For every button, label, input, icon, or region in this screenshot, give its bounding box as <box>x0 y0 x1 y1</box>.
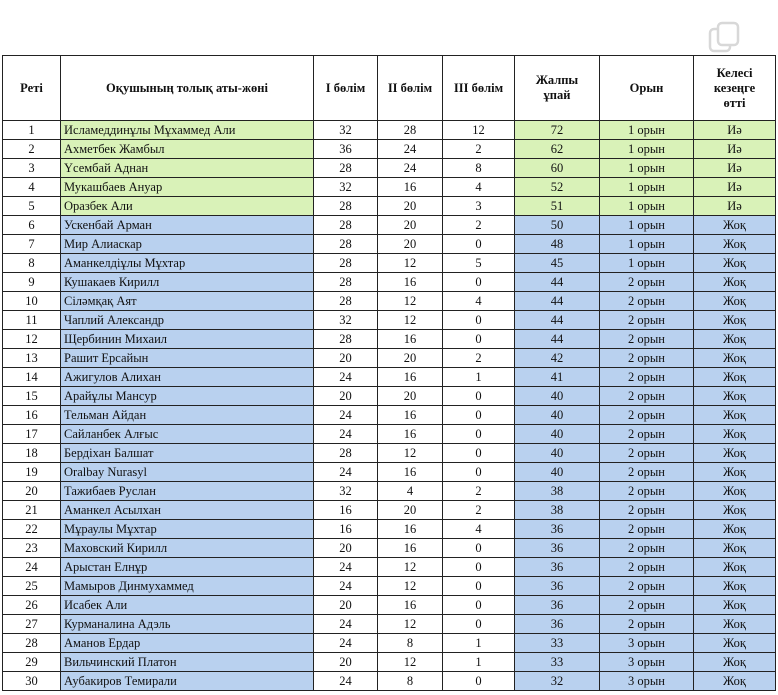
part1-score-cell: 32 <box>314 482 378 501</box>
table-row <box>3 501 776 520</box>
part1-score-cell: 28 <box>314 444 378 463</box>
part1-score-cell: 32 <box>314 121 378 140</box>
table-row <box>3 444 776 463</box>
place-cell: 3 орын <box>600 634 694 653</box>
part2-score-cell: 12 <box>378 444 443 463</box>
part3-score-cell: 1 <box>443 653 515 672</box>
place-cell: 3 орын <box>600 672 694 691</box>
part3-score-cell: 3 <box>443 197 515 216</box>
total-score-cell: 36 <box>515 596 600 615</box>
part1-score-cell: 20 <box>314 387 378 406</box>
col-name-header: Оқушының толық аты-жөні <box>61 56 314 121</box>
part1-score-cell: 20 <box>314 539 378 558</box>
part2-score-cell: 12 <box>378 653 443 672</box>
rank-cell: 27 <box>3 615 61 634</box>
advanced-cell: Жоқ <box>694 539 776 558</box>
rank-cell: 19 <box>3 463 61 482</box>
total-score-cell: 44 <box>515 273 600 292</box>
part3-score-cell: 0 <box>443 463 515 482</box>
rank-cell: 13 <box>3 349 61 368</box>
total-score-cell: 33 <box>515 653 600 672</box>
part1-score-cell: 24 <box>314 425 378 444</box>
rank-cell: 6 <box>3 216 61 235</box>
part3-score-cell: 0 <box>443 672 515 691</box>
total-score-cell: 36 <box>515 577 600 596</box>
part1-score-cell: 28 <box>314 235 378 254</box>
col-part1-header: І бөлім <box>314 56 378 121</box>
part1-score-cell: 24 <box>314 368 378 387</box>
advanced-cell: Жоқ <box>694 368 776 387</box>
part2-score-cell: 12 <box>378 292 443 311</box>
part1-score-cell: 20 <box>314 596 378 615</box>
total-score-cell: 50 <box>515 216 600 235</box>
total-score-cell: 40 <box>515 444 600 463</box>
part1-score-cell: 28 <box>314 292 378 311</box>
header-row <box>3 56 776 121</box>
total-score-cell: 32 <box>515 672 600 691</box>
part3-score-cell: 0 <box>443 577 515 596</box>
advanced-cell: Жоқ <box>694 501 776 520</box>
col-total-header-line1: Жалпы <box>535 73 579 87</box>
part2-score-cell: 20 <box>378 387 443 406</box>
part1-score-cell: 32 <box>314 178 378 197</box>
part3-score-cell: 2 <box>443 349 515 368</box>
place-cell: 1 орын <box>600 140 694 159</box>
advanced-cell: Жоқ <box>694 672 776 691</box>
student-name-cell: Сайланбек Алғыс <box>61 425 314 444</box>
student-name-cell: Исабек Али <box>61 596 314 615</box>
student-name-cell: Мұраулы Мұхтар <box>61 520 314 539</box>
col-next-header-line1: Келесі <box>716 65 753 80</box>
part1-score-cell: 28 <box>314 273 378 292</box>
rank-cell: 26 <box>3 596 61 615</box>
place-cell: 1 орын <box>600 197 694 216</box>
place-cell: 2 орын <box>600 520 694 539</box>
part1-score-cell: 28 <box>314 254 378 273</box>
student-name-cell: Ускенбай Арман <box>61 216 314 235</box>
total-score-cell: 45 <box>515 254 600 273</box>
rank-cell: 16 <box>3 406 61 425</box>
col-part3-header: ІІІ бөлім <box>443 56 515 121</box>
rank-cell: 15 <box>3 387 61 406</box>
place-cell: 2 орын <box>600 539 694 558</box>
table-row <box>3 672 776 691</box>
rank-cell: 4 <box>3 178 61 197</box>
advanced-cell: Жоқ <box>694 463 776 482</box>
part2-score-cell: 8 <box>378 672 443 691</box>
total-score-cell: 36 <box>515 520 600 539</box>
part2-score-cell: 12 <box>378 577 443 596</box>
student-name-cell: Аманкел Асылхан <box>61 501 314 520</box>
advanced-cell: Жоқ <box>694 216 776 235</box>
part2-score-cell: 12 <box>378 615 443 634</box>
part2-score-cell: 16 <box>378 178 443 197</box>
part3-score-cell: 2 <box>443 216 515 235</box>
total-score-cell: 41 <box>515 368 600 387</box>
table-row <box>3 482 776 501</box>
student-name-cell: Рашит Ерсайын <box>61 349 314 368</box>
advanced-cell: Жоқ <box>694 292 776 311</box>
col-place-header: Орын <box>600 56 694 121</box>
part2-score-cell: 16 <box>378 596 443 615</box>
part3-score-cell: 0 <box>443 330 515 349</box>
part3-score-cell: 1 <box>443 368 515 387</box>
part1-score-cell: 32 <box>314 311 378 330</box>
rank-cell: 25 <box>3 577 61 596</box>
advanced-cell: Жоқ <box>694 273 776 292</box>
part2-score-cell: 20 <box>378 216 443 235</box>
part2-score-cell: 20 <box>378 235 443 254</box>
table-row <box>3 520 776 539</box>
place-cell: 1 орын <box>600 159 694 178</box>
place-cell: 3 орын <box>600 653 694 672</box>
col-part2-header: ІІ бөлім <box>378 56 443 121</box>
advanced-cell: Жоқ <box>694 444 776 463</box>
part1-score-cell: 24 <box>314 558 378 577</box>
student-name-cell: Чаплий Александр <box>61 311 314 330</box>
col-total-header-line2: ұпай <box>543 88 571 102</box>
part1-score-cell: 16 <box>314 520 378 539</box>
student-name-cell: Мир Алиаскар <box>61 235 314 254</box>
total-score-cell: 48 <box>515 235 600 254</box>
student-name-cell: Арайұлы Мансур <box>61 387 314 406</box>
advanced-cell: Иә <box>694 140 776 159</box>
part2-score-cell: 20 <box>378 349 443 368</box>
place-cell: 2 орын <box>600 406 694 425</box>
place-cell: 2 орын <box>600 596 694 615</box>
part3-score-cell: 5 <box>443 254 515 273</box>
table-row <box>3 197 776 216</box>
part1-score-cell: 16 <box>314 501 378 520</box>
part1-score-cell: 36 <box>314 140 378 159</box>
student-name-cell: Тажибаев Руслан <box>61 482 314 501</box>
part2-score-cell: 12 <box>378 558 443 577</box>
rank-cell: 5 <box>3 197 61 216</box>
part2-score-cell: 24 <box>378 140 443 159</box>
advanced-cell: Жоқ <box>694 311 776 330</box>
table-row <box>3 653 776 672</box>
total-score-cell: 33 <box>515 634 600 653</box>
total-score-cell: 38 <box>515 501 600 520</box>
advanced-cell: Иә <box>694 178 776 197</box>
table-row <box>3 368 776 387</box>
part3-score-cell: 2 <box>443 482 515 501</box>
rank-cell: 12 <box>3 330 61 349</box>
rank-cell: 10 <box>3 292 61 311</box>
table-row <box>3 539 776 558</box>
total-score-cell: 60 <box>515 159 600 178</box>
part1-score-cell: 24 <box>314 577 378 596</box>
place-cell: 2 орын <box>600 615 694 634</box>
rank-cell: 20 <box>3 482 61 501</box>
part1-score-cell: 28 <box>314 216 378 235</box>
part1-score-cell: 24 <box>314 463 378 482</box>
advanced-cell: Иә <box>694 121 776 140</box>
rank-cell: 23 <box>3 539 61 558</box>
advanced-cell: Жоқ <box>694 406 776 425</box>
part2-score-cell: 4 <box>378 482 443 501</box>
place-cell: 2 орын <box>600 501 694 520</box>
part3-score-cell: 0 <box>443 406 515 425</box>
student-name-cell: Аманов Ердар <box>61 634 314 653</box>
total-score-cell: 36 <box>515 539 600 558</box>
table-row <box>3 235 776 254</box>
table-row <box>3 292 776 311</box>
rank-cell: 14 <box>3 368 61 387</box>
advanced-cell: Жоқ <box>694 482 776 501</box>
advanced-cell: Жоқ <box>694 387 776 406</box>
student-name-cell: Oralbay Nurasyl <box>61 463 314 482</box>
total-score-cell: 38 <box>515 482 600 501</box>
part2-score-cell: 12 <box>378 311 443 330</box>
part3-score-cell: 12 <box>443 121 515 140</box>
rank-cell: 2 <box>3 140 61 159</box>
col-rank-header: Реті <box>3 56 61 121</box>
place-cell: 1 орын <box>600 235 694 254</box>
place-cell: 2 орын <box>600 273 694 292</box>
advanced-cell: Иә <box>694 159 776 178</box>
col-total-header <box>515 56 600 121</box>
part2-score-cell: 16 <box>378 520 443 539</box>
part1-score-cell: 24 <box>314 406 378 425</box>
part2-score-cell: 16 <box>378 330 443 349</box>
total-score-cell: 44 <box>515 311 600 330</box>
table-row <box>3 121 776 140</box>
table-row <box>3 577 776 596</box>
rank-cell: 18 <box>3 444 61 463</box>
student-name-cell: Мамыров Динмухаммед <box>61 577 314 596</box>
table-row <box>3 178 776 197</box>
student-name-cell: Оразбек Али <box>61 197 314 216</box>
part1-score-cell: 28 <box>314 197 378 216</box>
part3-score-cell: 0 <box>443 444 515 463</box>
student-name-cell: Щербинин Михаил <box>61 330 314 349</box>
part2-score-cell: 24 <box>378 159 443 178</box>
copy-icon[interactable] <box>706 20 742 56</box>
total-score-cell: 40 <box>515 406 600 425</box>
total-score-cell: 42 <box>515 349 600 368</box>
rank-cell: 7 <box>3 235 61 254</box>
total-score-cell: 36 <box>515 615 600 634</box>
place-cell: 2 орын <box>600 387 694 406</box>
part2-score-cell: 16 <box>378 425 443 444</box>
total-score-cell: 51 <box>515 197 600 216</box>
place-cell: 1 орын <box>600 121 694 140</box>
student-name-cell: Ахметбек Жамбыл <box>61 140 314 159</box>
part1-score-cell: 28 <box>314 330 378 349</box>
student-name-cell: Аманкелдіұлы Мұхтар <box>61 254 314 273</box>
total-score-cell: 44 <box>515 292 600 311</box>
place-cell: 2 орын <box>600 577 694 596</box>
total-score-cell: 44 <box>515 330 600 349</box>
part2-score-cell: 16 <box>378 463 443 482</box>
part2-score-cell: 16 <box>378 273 443 292</box>
rank-cell: 22 <box>3 520 61 539</box>
part2-score-cell: 28 <box>378 121 443 140</box>
place-cell: 2 орын <box>600 292 694 311</box>
student-name-cell: Исламеддинұлы Мұхаммед Али <box>61 121 314 140</box>
student-name-cell: Бердіхан Балшат <box>61 444 314 463</box>
table-row <box>3 463 776 482</box>
table-row <box>3 406 776 425</box>
total-score-cell: 40 <box>515 425 600 444</box>
advanced-cell: Жоқ <box>694 596 776 615</box>
part2-score-cell: 20 <box>378 501 443 520</box>
col-next-header <box>694 56 776 121</box>
place-cell: 2 орын <box>600 425 694 444</box>
place-cell: 2 орын <box>600 463 694 482</box>
table-row <box>3 558 776 577</box>
student-name-cell: Арыстан Елнұр <box>61 558 314 577</box>
part1-score-cell: 20 <box>314 349 378 368</box>
part3-score-cell: 2 <box>443 140 515 159</box>
table-row <box>3 273 776 292</box>
rank-cell: 21 <box>3 501 61 520</box>
rank-cell: 9 <box>3 273 61 292</box>
table-row <box>3 159 776 178</box>
total-score-cell: 40 <box>515 387 600 406</box>
total-score-cell: 72 <box>515 121 600 140</box>
col-next-header-line2: кезеңге <box>713 80 756 95</box>
part3-score-cell: 0 <box>443 387 515 406</box>
part3-score-cell: 0 <box>443 235 515 254</box>
place-cell: 2 орын <box>600 444 694 463</box>
part1-score-cell: 28 <box>314 159 378 178</box>
part1-score-cell: 24 <box>314 615 378 634</box>
place-cell: 2 орын <box>600 330 694 349</box>
total-score-cell: 40 <box>515 463 600 482</box>
rank-cell: 3 <box>3 159 61 178</box>
advanced-cell: Жоқ <box>694 254 776 273</box>
part3-score-cell: 4 <box>443 178 515 197</box>
advanced-cell: Жоқ <box>694 425 776 444</box>
place-cell: 2 орын <box>600 349 694 368</box>
place-cell: 2 орын <box>600 368 694 387</box>
place-cell: 1 орын <box>600 216 694 235</box>
part3-score-cell: 8 <box>443 159 515 178</box>
total-score-cell: 36 <box>515 558 600 577</box>
rank-cell: 28 <box>3 634 61 653</box>
part2-score-cell: 8 <box>378 634 443 653</box>
part1-score-cell: 20 <box>314 653 378 672</box>
rank-cell: 1 <box>3 121 61 140</box>
rank-cell: 17 <box>3 425 61 444</box>
rank-cell: 24 <box>3 558 61 577</box>
student-name-cell: Кушакаев Кирилл <box>61 273 314 292</box>
part3-score-cell: 4 <box>443 292 515 311</box>
place-cell: 1 орын <box>600 254 694 273</box>
table-row <box>3 216 776 235</box>
part3-score-cell: 0 <box>443 558 515 577</box>
part3-score-cell: 4 <box>443 520 515 539</box>
place-cell: 1 орын <box>600 178 694 197</box>
table-row <box>3 311 776 330</box>
part3-score-cell: 0 <box>443 311 515 330</box>
table-row <box>3 330 776 349</box>
table-row <box>3 254 776 273</box>
part3-score-cell: 0 <box>443 425 515 444</box>
part1-score-cell: 24 <box>314 634 378 653</box>
student-name-cell: Мукашбаев Ануар <box>61 178 314 197</box>
advanced-cell: Жоқ <box>694 615 776 634</box>
student-name-cell: Тельман Айдан <box>61 406 314 425</box>
part3-score-cell: 0 <box>443 596 515 615</box>
place-cell: 2 орын <box>600 482 694 501</box>
table-row <box>3 634 776 653</box>
part2-score-cell: 16 <box>378 539 443 558</box>
student-name-cell: Маховский Кирилл <box>61 539 314 558</box>
advanced-cell: Жоқ <box>694 653 776 672</box>
part2-score-cell: 20 <box>378 197 443 216</box>
part2-score-cell: 16 <box>378 406 443 425</box>
table-body <box>3 121 776 691</box>
student-name-cell: Үсембай Аднан <box>61 159 314 178</box>
part3-score-cell: 0 <box>443 539 515 558</box>
part3-score-cell: 0 <box>443 615 515 634</box>
student-name-cell: Сіләмқақ Аят <box>61 292 314 311</box>
rank-cell: 11 <box>3 311 61 330</box>
table-row <box>3 140 776 159</box>
part1-score-cell: 24 <box>314 672 378 691</box>
table-row <box>3 425 776 444</box>
col-next-header-line3: өтті <box>723 95 746 110</box>
advanced-cell: Жоқ <box>694 330 776 349</box>
student-name-cell: Вильчинский Платон <box>61 653 314 672</box>
table-row <box>3 387 776 406</box>
advanced-cell: Жоқ <box>694 577 776 596</box>
rank-cell: 30 <box>3 672 61 691</box>
student-name-cell: Ажигулов Алихан <box>61 368 314 387</box>
rank-cell: 8 <box>3 254 61 273</box>
table-row <box>3 349 776 368</box>
place-cell: 2 орын <box>600 311 694 330</box>
student-name-cell: Аубакиров Темирали <box>61 672 314 691</box>
table-row <box>3 615 776 634</box>
total-score-cell: 52 <box>515 178 600 197</box>
part2-score-cell: 16 <box>378 368 443 387</box>
advanced-cell: Жоқ <box>694 235 776 254</box>
place-cell: 2 орын <box>600 558 694 577</box>
part3-score-cell: 0 <box>443 273 515 292</box>
advanced-cell: Жоқ <box>694 558 776 577</box>
student-name-cell: Курманалина Адэль <box>61 615 314 634</box>
advanced-cell: Жоқ <box>694 634 776 653</box>
rank-cell: 29 <box>3 653 61 672</box>
part2-score-cell: 12 <box>378 254 443 273</box>
part3-score-cell: 1 <box>443 634 515 653</box>
part3-score-cell: 2 <box>443 501 515 520</box>
advanced-cell: Жоқ <box>694 349 776 368</box>
advanced-cell: Иә <box>694 197 776 216</box>
advanced-cell: Жоқ <box>694 520 776 539</box>
table-row <box>3 596 776 615</box>
total-score-cell: 62 <box>515 140 600 159</box>
results-table <box>2 55 776 691</box>
